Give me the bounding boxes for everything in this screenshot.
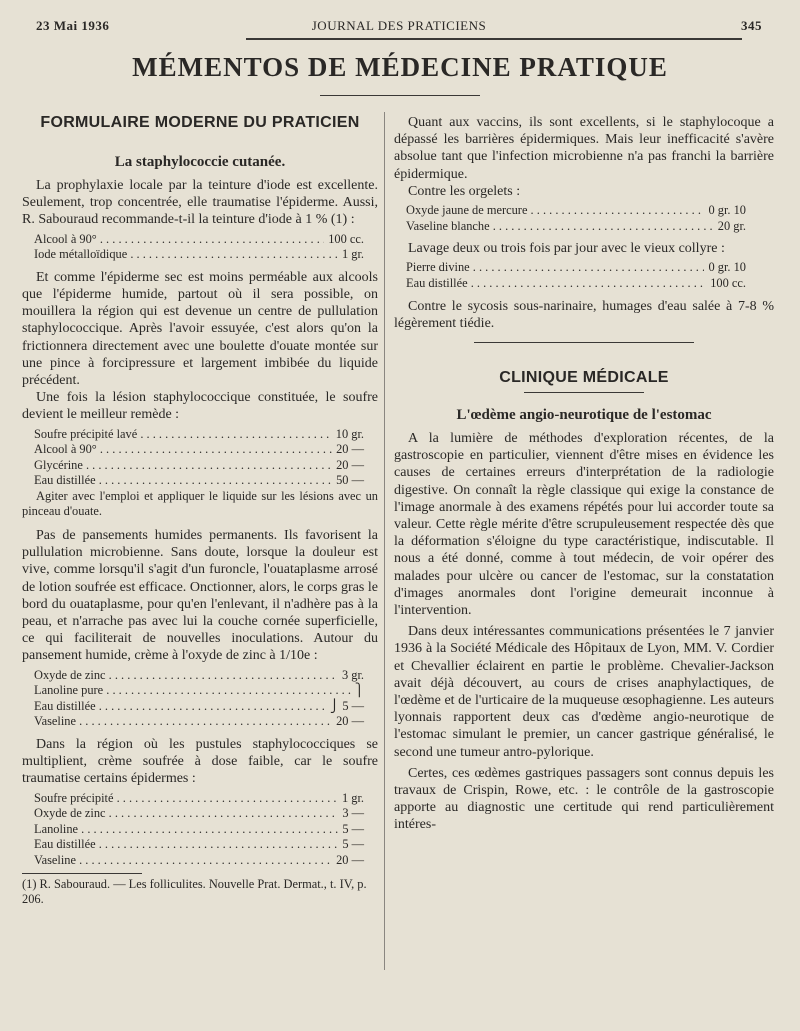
ingredient-quantity: 10 gr.: [335, 426, 364, 441]
formula-row: [34, 683, 364, 699]
ingredient-name: Pierre divine . . .: [406, 260, 704, 276]
ingredient-quantity: 1 gr.: [341, 790, 364, 805]
paragraph: Une fois la lésion staphylococcique constituée, le soufre devient le meilleur remède :: [22, 390, 378, 423]
running-header: [36, 14, 762, 38]
formula-row: [34, 791, 364, 807]
ingredient-quantity: 20 —: [336, 852, 364, 867]
formula-row: [34, 427, 364, 443]
paragraph: Certes, ces œdèmes gastriques passagers sont connus depuis les travaux de Crispin, Rowe, etc. : le contrôle de la gastroscopie apporte au diagnostic une certitude qui rend particulièrement intéres-: [394, 765, 774, 833]
ingredient-quantity: 3 —: [342, 806, 364, 821]
paragraph: Lavage deux ou trois fois par jour avec le vieux collyre :: [408, 241, 725, 257]
formula-soufre: [22, 427, 378, 489]
formula-creme-zinc: [22, 668, 378, 730]
formula-row: [406, 260, 746, 276]
formula-row: [34, 668, 364, 684]
paragraph: Dans deux intéressantes communications présentées le 7 janvier 1936 à la Société Médicale des Hôpitaux de Lyon, MM. V. Cordier et Chevallier éclairent en partie le problème. Chevalier-Jackson avait déjà découvert, au cours de crises anaphylactiques, de l'œdème et de l'urticaire de la muqueuse œsophagienne. Les auteurs lyonnais rapportent deux cas d'œdème angio-neurotique de l'estomac simulant le premier, un cancer gastrique généralisé, le second une tumeur antro-pylorique.: [394, 624, 774, 760]
paragraph: A la lumière de méthodes d'exploration récentes, de la gastroscopie en particulier, viennent d'être mises en évidence les causes de certaines erreurs d'interprétation de la radiologie digestive. On connaît la règle classique qui exige la constance de l'image anormale à des examens répétés pour lui accorder toute sa valeur. Cette règle mérite d'être scrupuleusement respectée dès que la déformation s'éloigne du type caractéristique, indiscutable. Il nous a été donné, comme à tout médecin, de voir opérer des malades pour ulcère ou cancer de l'estomac, sur la constatation d'images anormales dont l'origine demeurait inconnue à l'intervention.: [394, 431, 774, 619]
left-column: [22, 114, 378, 907]
ingredient-quantity: 0 gr. 10: [708, 260, 746, 275]
section-title-formulaire: FORMULAIRE MODERNE DU PRATICIEN: [40, 114, 360, 131]
ingredient-quantity: ⎭ 5 —: [329, 698, 364, 713]
footnote: (1) R. Sabouraud. — Les folliculites. Nouvelle Prat. Dermat., t. IV, p. 206.: [22, 876, 367, 906]
formula-row: [34, 714, 364, 730]
ingredient-name: Alcool à 90° . . .: [34, 442, 332, 458]
ingredient-name: Soufre précipité . . .: [34, 791, 338, 807]
ingredient-name: Vaseline . . .: [34, 714, 332, 730]
ingredient-quantity: 5 —: [342, 837, 364, 852]
formula-row: [406, 219, 746, 235]
ingredient-name: Eau distillée . . .: [34, 699, 326, 715]
main-title: MÉMENTOS DE MÉDECINE PRATIQUE: [132, 52, 668, 82]
formula-row: [34, 442, 364, 458]
formula-row: [34, 458, 364, 474]
header-rule: [246, 38, 742, 40]
issue-date: 23 Mai 1936: [36, 18, 110, 33]
subtitle-oedeme: L'œdème angio-neurotique de l'estomac: [456, 407, 712, 423]
ingredient-name: Alcool à 90° . . .: [34, 232, 324, 248]
formula-row: [406, 276, 746, 292]
footnote-rule: [22, 873, 142, 874]
journal-title: JOURNAL DES PRATICIENS: [311, 18, 487, 33]
ingredient-name: Oxyde de zinc . . .: [34, 668, 338, 684]
ingredient-name: Vaseline . . .: [34, 853, 332, 869]
section-title-clinique: CLINIQUE MÉDICALE: [499, 369, 669, 386]
paragraph: Quant aux vaccins, ils sont excellents, si le staphylocoque a dépassé les barrières épidermiques. Mais leur inefficacité s'avère absolue tant que l'infection microbienne n'a pas franchi la barrière épidermique.: [394, 115, 774, 182]
ingredient-quantity: ⎫: [354, 683, 364, 698]
formula-row: [34, 806, 364, 822]
formula-row: [34, 473, 364, 489]
column-divider: [384, 112, 385, 970]
ingredient-name: Oxyde jaune de mercure . . .: [406, 203, 704, 219]
ingredient-name: Eau distillée . . .: [406, 276, 706, 292]
page-number: 345: [741, 18, 762, 33]
ingredient-name: Eau distillée . . .: [34, 837, 338, 853]
paragraph: Pas de pansements humides permanents. Ils favorisent la pullulation microbienne. Sans doute, lorsque la douleur est vive, comme lorsqu'il s'agit d'un furoncle, l'ouataplasme arrosé de lotion soufrée est efficace. Onctionner, alors, le corps gras le bord du ouataplasme, pour qu'en l'enlevant, il n'adhère pas à la peau, et n'arrache pas avec lui la couche cornée superficielle, ce qui faciliterait de nouvelles inoculations. Autour du pansement humide, crème à l'oxyde de zinc à 1/10e :: [22, 528, 378, 664]
ingredient-quantity: 0 gr. 10: [708, 203, 746, 218]
ingredient-name: Iode métalloïdique . . .: [34, 247, 338, 263]
formula-orgelets: [394, 203, 774, 234]
paragraph: Contre les orgelets :: [408, 183, 521, 199]
ingredient-quantity: 100 cc.: [710, 276, 746, 290]
ingredient-name: Vaseline blanche . . .: [406, 219, 714, 235]
ingredient-quantity: 50 —: [336, 473, 364, 488]
formula-row: [34, 247, 364, 263]
ingredient-quantity: 1 gr.: [341, 247, 364, 262]
ingredient-quantity: 3 gr.: [341, 667, 364, 682]
usage-note: Agiter avec l'emploi et appliquer le liquide sur les lésions avec un pinceau d'ouate.: [22, 489, 378, 518]
right-column: [394, 114, 774, 834]
ingredient-name: Oxyde de zinc . . .: [34, 806, 338, 822]
formula-row: [34, 837, 364, 853]
ingredient-name: Soufre précipité lavé . . .: [34, 427, 332, 443]
formula-creme-soufree: [22, 791, 378, 869]
ingredient-name: Eau distillée . . .: [34, 473, 332, 489]
ingredient-quantity: 5 —: [342, 821, 364, 836]
formula-collyre: [394, 260, 774, 291]
formula-row: [34, 232, 364, 248]
formula-row: [34, 822, 364, 838]
paragraph: La prophylaxie locale par la teinture d'iode est excellente. Seulement, trop concentrée, elle traumatise l'épiderme. Aussi, R. Sabouraud recommande-t-il la teinture d'iode à 1 % (1) :: [22, 178, 378, 228]
formula-row: [34, 699, 364, 715]
ingredient-name: Lanoline pure . . .: [34, 683, 351, 699]
subtitle-staphylococcie: La staphylococcie cutanée.: [114, 154, 286, 170]
paragraph: Dans la région où les pustules staphylococciques se multiplient, crème soufrée à dose faible, car le soufre traumatise certains épidermes :: [22, 737, 378, 787]
formula-row: [34, 853, 364, 869]
formula-row: [406, 203, 746, 219]
ingredient-quantity: 20 —: [336, 714, 364, 729]
ingredient-name: Glycérine . . .: [34, 458, 332, 474]
ingredient-quantity: 20 —: [336, 457, 364, 472]
formula-iode: [22, 232, 378, 263]
title-rule: [320, 95, 480, 96]
ingredient-quantity: 20 gr.: [717, 218, 746, 233]
ingredient-quantity: 100 cc.: [328, 231, 364, 246]
ingredient-name: Lanoline . . .: [34, 822, 338, 838]
paragraph: Et comme l'épiderme sec est moins perméable aux alcools que l'épiderme humide, partout où il sera possible, on mouillera la région qui est devenue un centre de pullulation staphylococcique. Après l'avoir essuyée, c'est alors qu'on la frictionnera directement avec une boulette d'ouate montée sur une pince à forcipressure et largement imbibée du liquide précédent.: [22, 269, 378, 389]
ingredient-quantity: 20 —: [336, 442, 364, 457]
paragraph: Contre le sycosis sous-narinaire, humages d'eau salée à 7-8 % légèrement tiédie.: [394, 298, 774, 331]
